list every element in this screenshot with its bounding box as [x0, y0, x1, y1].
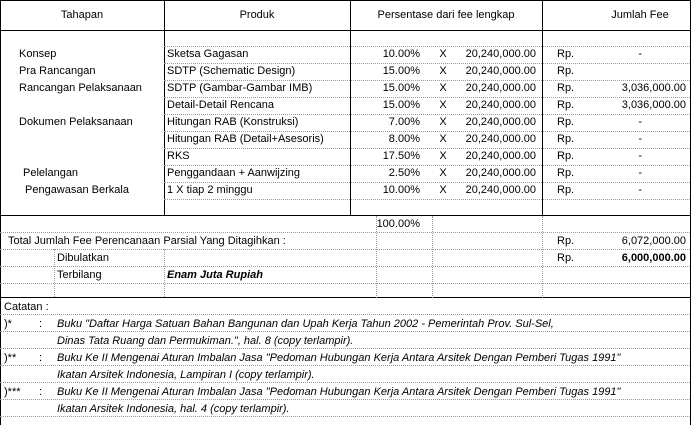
- total-fee-label: Total Jumlah Fee Perencanaan Parsial Yang Ditagihkan :: [8, 235, 286, 247]
- cell-amount: 20,240,000.00: [465, 167, 536, 179]
- cell-pct: 10.00%: [382, 184, 420, 196]
- cell-pct: 10.00%: [382, 48, 420, 60]
- cell-amount: 20,240,000.00: [465, 65, 536, 77]
- header-bottom-border: [0, 30, 691, 31]
- cell-rp: Rp.: [557, 82, 575, 94]
- note-mark: )***: [4, 386, 21, 398]
- cell-produk: Hitungan RAB (Detail+Asesoris): [167, 133, 324, 145]
- total-fee-value: 6,072,000.00: [621, 235, 686, 247]
- total-fee-currency: Rp.: [557, 235, 575, 247]
- cell-fee: 3,036,000.00: [621, 99, 686, 111]
- cell-pct: 17.50%: [382, 150, 420, 162]
- table-row: [0, 114, 691, 131]
- gridline: [164, 249, 165, 297]
- cell-x: X: [439, 133, 447, 145]
- cell-rp: Rp.: [557, 150, 575, 162]
- cell-rp: Rp.: [557, 48, 575, 60]
- table-row: [0, 97, 691, 114]
- cell-rp: Rp.: [557, 184, 575, 196]
- cell-amount: 20,240,000.00: [465, 184, 536, 196]
- gridline: [164, 199, 690, 200]
- gridline: [0, 283, 690, 284]
- cell-pct: 8.00%: [388, 133, 420, 145]
- note-colon: :: [39, 318, 43, 330]
- cell-tahapan: Pra Rancangan: [19, 65, 96, 77]
- cell-x: X: [439, 150, 447, 162]
- cell-produk: Hitungan RAB (Konstruksi): [167, 116, 299, 128]
- gridline: [54, 249, 55, 297]
- table-row: [0, 165, 691, 182]
- note-mark: )*: [4, 318, 12, 330]
- note-text: Dinas Tata Ruang dan Permukiman.", hal. 8 (copy terlampir).: [57, 335, 354, 347]
- cell-fee: -: [638, 48, 642, 60]
- cell-amount: 20,240,000.00: [465, 48, 536, 60]
- note-mark: )**: [4, 352, 17, 364]
- cell-pct: 15.00%: [382, 99, 420, 111]
- cell-produk: SDTP (Gambar-Gambar IMB): [167, 82, 313, 94]
- gridline: [542, 216, 543, 298]
- cell-produk: RKS: [167, 150, 190, 162]
- cell-x: X: [439, 65, 447, 77]
- cell-rp: Rp.: [557, 167, 575, 179]
- note-colon: :: [39, 352, 43, 364]
- cell-fee: -: [638, 116, 642, 128]
- table-row: [0, 80, 691, 97]
- total-percentage: 100.00%: [376, 218, 420, 230]
- cell-fee: 3,036,000.00: [621, 82, 686, 94]
- cell-amount: 20,240,000.00: [465, 133, 536, 145]
- cell-pct: 2.50%: [388, 167, 420, 179]
- table-row: [0, 46, 691, 63]
- table-row: [0, 63, 691, 80]
- cell-pct: 15.00%: [382, 65, 420, 77]
- cell-amount: 20,240,000.00: [465, 116, 536, 128]
- cell-tahapan: Pelelangan: [23, 167, 79, 179]
- cell-x: X: [439, 99, 447, 111]
- note-text: Ikatan Arsitek Indonesia, Lampiran I (copy terlampir).: [57, 369, 315, 381]
- cell-x: X: [439, 184, 447, 196]
- dibulatkan-label: Dibulatkan: [57, 252, 109, 264]
- table-top-border: [0, 0, 691, 1]
- cell-amount: 20,240,000.00: [465, 82, 536, 94]
- cell-fee: -: [638, 167, 642, 179]
- cell-x: X: [439, 167, 447, 179]
- note-text: Buku Ke II Mengenai Aturan Imbalan Jasa "Pedoman Hubungan Kerja Antara Arsitek Dengan Pemberi Tugas 1991": [57, 386, 621, 398]
- cell-tahapan: Pengawasan Berkala: [25, 184, 129, 196]
- dibulatkan-value: 6,000,000.00: [621, 252, 686, 264]
- gridline: [0, 266, 690, 267]
- cell-produk: Detail-Detail Rencana: [167, 99, 274, 111]
- header-tahapan: Tahapan: [60, 9, 104, 21]
- cell-tahapan: Konsep: [19, 48, 57, 60]
- cell-tahapan: Dokumen Pelaksanaan: [19, 116, 133, 128]
- body-bottom-border: [0, 215, 691, 216]
- cell-x: X: [439, 82, 447, 94]
- cell-rp: Rp.: [557, 116, 575, 128]
- cell-pct: 7.00%: [388, 116, 420, 128]
- cell-tahapan: Rancangan Pelaksanaan: [19, 82, 142, 94]
- cell-amount: 20,240,000.00: [465, 150, 536, 162]
- note-text: Ikatan Arsitek Indonesia, hal. 4 (copy terlampir).: [57, 403, 290, 415]
- terbilang-value: Enam Juta Rupiah: [167, 269, 263, 281]
- cell-produk: Penggandaan + Aanwijzing: [167, 167, 301, 179]
- cell-amount: 20,240,000.00: [465, 99, 536, 111]
- table-row: [0, 182, 691, 199]
- cell-fee: -: [638, 150, 642, 162]
- cell-fee: -: [638, 184, 642, 196]
- header-persentase: Persentase dari fee lengkap: [377, 9, 515, 21]
- header-produk: Produk: [239, 9, 275, 21]
- cell-x: X: [439, 48, 447, 60]
- header-jumlah-fee: Jumlah Fee: [611, 9, 669, 21]
- cell-produk: SDTP (Schematic Design): [167, 65, 296, 77]
- terbilang-label: Terbilang: [57, 269, 102, 281]
- cell-produk: 1 X tiap 2 minggu: [167, 184, 253, 196]
- cell-pct: 15.00%: [382, 82, 420, 94]
- summary-bottom-border: [0, 297, 691, 298]
- cell-x: X: [439, 116, 447, 128]
- dibulatkan-currency: Rp.: [557, 252, 575, 264]
- notes-title: Catatan :: [4, 301, 49, 313]
- table-row: [0, 131, 691, 148]
- gridline: [432, 216, 433, 298]
- cell-produk: Sketsa Gagasan: [167, 48, 249, 60]
- cell-rp: Rp.: [557, 133, 575, 145]
- note-text: Buku "Daftar Harga Satuan Bahan Bangunan dan Upah Kerja Tahun 2002 - Pemerintah Prov. Sul-Sel,: [57, 318, 554, 330]
- note-text: Buku Ke II Mengenai Aturan Imbalan Jasa "Pedoman Hubungan Kerja Antara Arsitek Dengan Pemberi Tugas 1991": [57, 352, 621, 364]
- table-row: [0, 148, 691, 165]
- gridline: [0, 314, 690, 315]
- cell-rp: Rp.: [557, 99, 575, 111]
- cell-fee: -: [638, 133, 642, 145]
- cell-rp: Rp.: [557, 65, 575, 77]
- note-colon: :: [39, 386, 43, 398]
